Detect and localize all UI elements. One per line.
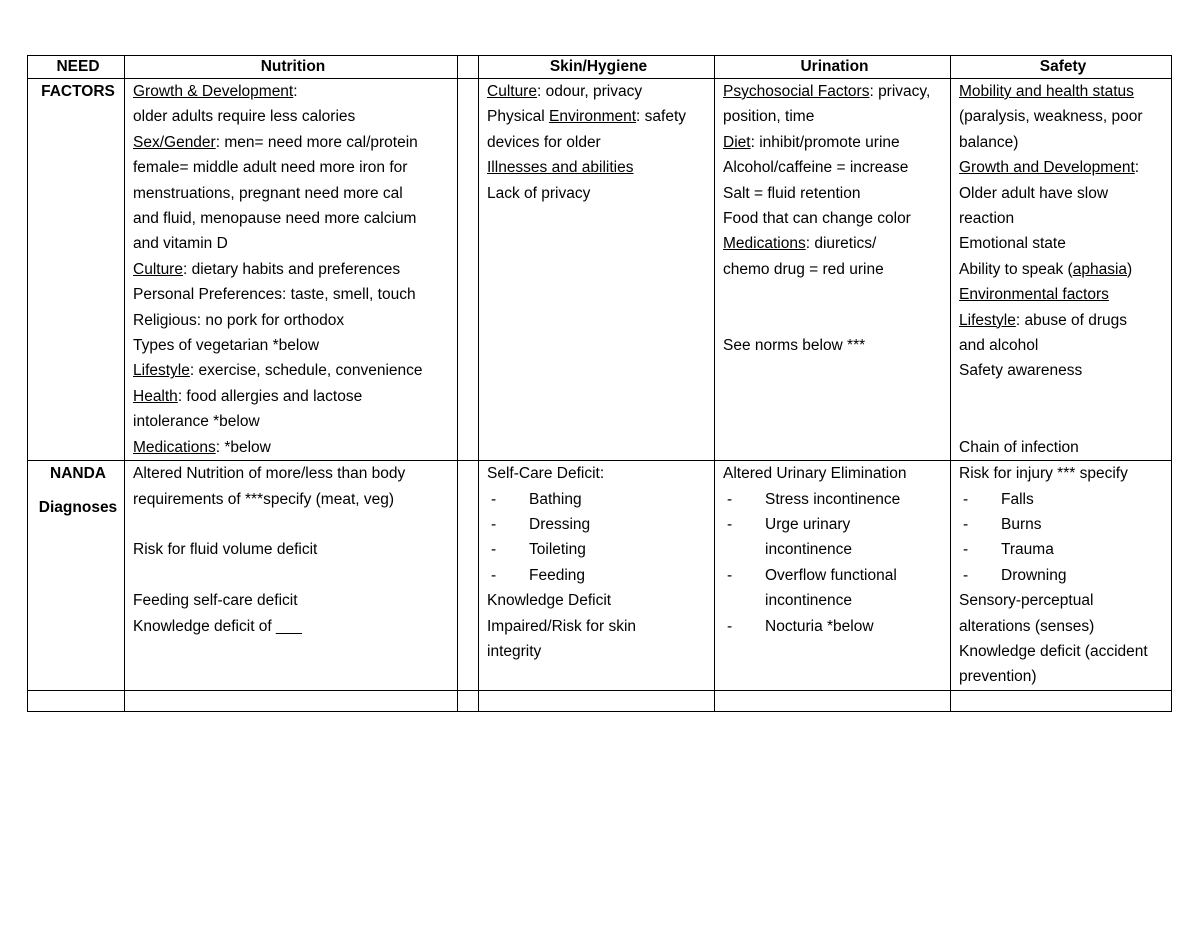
list-item: - Falls <box>963 490 1034 508</box>
empty-cell <box>125 690 458 711</box>
spacer-column <box>458 690 479 711</box>
safety-factor-line: Lifestyle: abuse of drugs <box>959 311 1128 329</box>
list-item: - Urge urinary <box>727 515 851 533</box>
safety-factor-line: Growth and Development: <box>959 159 1140 177</box>
safety-factor-line: balance) <box>959 133 1019 151</box>
safety-diagnosis-line: Knowledge deficit (accident <box>959 642 1148 660</box>
safety-factor-line: Chain of infection <box>959 438 1079 456</box>
safety-nanda-cell <box>951 461 1172 691</box>
nutrition-factor-line: menstruations, pregnant need more cal <box>133 184 403 202</box>
nutrition-factor-line: intolerance *below <box>133 413 260 431</box>
header-urination: Urination <box>715 56 951 79</box>
skin-factor-line: Illnesses and abilities <box>487 159 634 177</box>
safety-factor-line: Emotional state <box>959 235 1066 253</box>
nutrition-factor-line: Lifestyle: exercise, schedule, convenience <box>133 362 423 380</box>
nanda-label: NANDA <box>50 465 106 483</box>
skin-factor-line: devices for older <box>487 133 601 151</box>
spacer-column <box>458 56 479 79</box>
nursing-needs-table <box>27 55 1172 712</box>
list-item: - Dressing <box>491 515 591 533</box>
list-item: - Drowning <box>963 566 1067 584</box>
nutrition-factor-line: Sex/Gender: men= need more cal/protein <box>133 133 418 151</box>
list-item: - Burns <box>963 515 1042 533</box>
blank-line <box>133 563 453 588</box>
nutrition-factor-line: Medications: *below <box>133 438 271 456</box>
empty-cell <box>28 690 125 711</box>
nutrition-factor-line: Personal Preferences: taste, smell, touch <box>133 286 416 304</box>
nutrition-diagnosis-line: Knowledge deficit of ___ <box>133 617 302 635</box>
urination-diagnosis-title: Altered Urinary Elimination <box>723 465 907 483</box>
empty-cell <box>715 690 951 711</box>
nutrition-diagnosis-line: Altered Nutrition of more/less than body <box>133 465 406 483</box>
blank-line <box>959 384 1167 409</box>
skin-factor-line: Physical Environment: safety <box>487 108 687 126</box>
nutrition-diagnosis-line: requirements of ***specify (meat, veg) <box>133 490 395 508</box>
row-label-nanda <box>28 461 125 691</box>
urination-factor-line: Medications: diuretics/ <box>723 235 877 253</box>
safety-diagnosis-line: Sensory-perceptual <box>959 592 1094 610</box>
safety-factors-cell <box>951 79 1172 461</box>
nutrition-factor-line: and fluid, menopause need more calcium <box>133 210 417 228</box>
nanda-row <box>28 461 1172 691</box>
urination-factor-line: Alcohol/caffeine = increase <box>723 159 909 177</box>
safety-factor-line: (paralysis, weakness, poor <box>959 108 1143 126</box>
list-item: - Stress incontinence <box>727 490 901 508</box>
skin-factor-line: Culture: odour, privacy <box>487 83 643 100</box>
skin-factor-line: Lack of privacy <box>487 184 591 202</box>
diagnoses-label: Diagnoses <box>38 498 118 516</box>
urination-factor-line: See norms below *** <box>723 337 866 355</box>
skin-diagnosis-line: Impaired/Risk for skin <box>487 617 637 635</box>
urination-factor-line: Psychosocial Factors: privacy, <box>723 83 931 100</box>
blank-line <box>959 409 1167 434</box>
urination-factors-cell <box>715 79 951 461</box>
factors-label: FACTORS <box>41 83 115 100</box>
nutrition-factor-line: Culture: dietary habits and preferences <box>133 260 401 278</box>
spacer-column <box>458 79 479 461</box>
urination-factor-line: chemo drug = red urine <box>723 260 884 278</box>
factors-row <box>28 79 1172 461</box>
empty-row <box>28 690 1172 711</box>
safety-factor-line: Safety awareness <box>959 362 1083 380</box>
skin-diagnosis-line: integrity <box>487 642 542 660</box>
header-row <box>28 56 1172 79</box>
safety-diagnosis-line: prevention) <box>959 668 1037 686</box>
urination-factor-line: position, time <box>723 108 815 126</box>
urination-factor-line: Diet: inhibit/promote urine <box>723 133 900 151</box>
nutrition-factors-cell <box>125 79 458 461</box>
skin-nanda-cell <box>479 461 715 691</box>
skin-diagnosis-line: Knowledge Deficit <box>487 592 612 610</box>
spacer-column <box>458 461 479 691</box>
list-item-continuation: incontinence <box>765 541 853 559</box>
blank-line <box>723 282 946 307</box>
header-safety: Safety <box>951 56 1172 79</box>
nutrition-factor-line: Growth & Development: <box>133 83 298 100</box>
nutrition-factor-line: Religious: no pork for orthodox <box>133 311 345 329</box>
header-skin-hygiene: Skin/Hygiene <box>479 56 715 79</box>
nutrition-factor-line: Types of vegetarian *below <box>133 337 320 355</box>
empty-cell <box>479 690 715 711</box>
list-item: - Bathing <box>491 490 582 508</box>
safety-factor-line: reaction <box>959 210 1015 228</box>
list-item: - Nocturia *below <box>727 617 874 635</box>
nutrition-nanda-cell <box>125 461 458 691</box>
empty-cell <box>951 690 1172 711</box>
list-item-continuation: incontinence <box>765 592 853 610</box>
safety-factor-line: and alcohol <box>959 337 1039 355</box>
nutrition-diagnosis-line: Feeding self-care deficit <box>133 592 298 610</box>
header-need: NEED <box>28 56 125 79</box>
urination-factor-line: Food that can change color <box>723 210 911 228</box>
nutrition-factor-line: female= middle adult need more iron for <box>133 159 408 177</box>
safety-diagnosis-line: alterations (senses) <box>959 617 1095 635</box>
list-item: - Feeding <box>491 566 586 584</box>
blank-line <box>133 512 453 537</box>
safety-factor-line: Environmental factors <box>959 286 1109 304</box>
urination-factor-line: Salt = fluid retention <box>723 184 861 202</box>
nutrition-factor-line: and vitamin D <box>133 235 228 253</box>
header-nutrition: Nutrition <box>125 56 458 79</box>
row-label-factors <box>28 79 125 461</box>
safety-diagnosis-title: Risk for injury *** specify <box>959 465 1128 483</box>
list-item: - Overflow functional <box>727 566 897 584</box>
skin-diagnosis-title: Self-Care Deficit: <box>487 465 605 483</box>
nutrition-factor-line: older adults require less calories <box>133 108 356 126</box>
list-item: - Toileting <box>491 541 586 559</box>
skin-factors-cell <box>479 79 715 461</box>
safety-factor-line: Mobility and health status <box>959 83 1134 100</box>
blank-line <box>723 308 946 333</box>
nutrition-diagnosis-line: Risk for fluid volume deficit <box>133 541 318 559</box>
urination-nanda-cell <box>715 461 951 691</box>
list-item: - Trauma <box>963 541 1054 559</box>
nutrition-factor-line: Health: food allergies and lactose <box>133 387 363 405</box>
safety-factor-line: Older adult have slow <box>959 184 1109 202</box>
safety-factor-line: Ability to speak (aphasia) <box>959 260 1133 278</box>
